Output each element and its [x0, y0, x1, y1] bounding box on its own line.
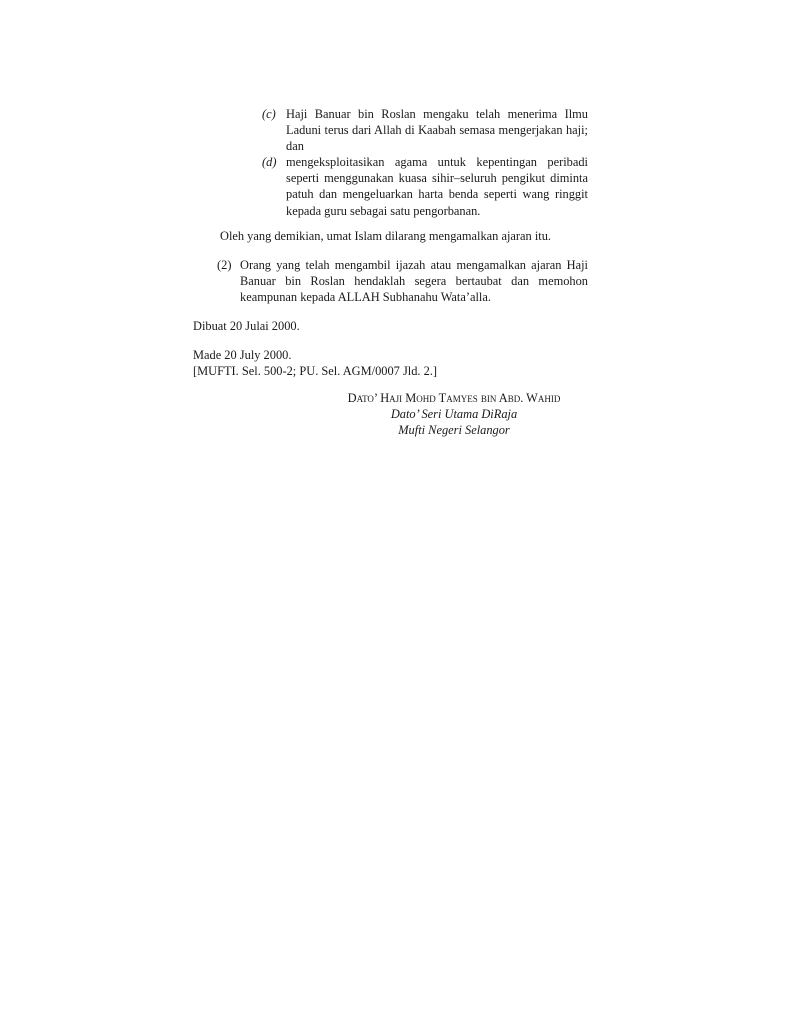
- signatory-title: Dato’ Seri Utama DiRaja: [390, 407, 518, 421]
- made-date: Made 20 July 2000.: [193, 348, 292, 362]
- list-item-d: [262, 154, 588, 219]
- list-item-text: Haji Banuar bin Roslan mengaku telah menerima Ilmu Laduni terus dari Allah di Kaabah semasa mengerjakan haji; dan: [286, 107, 588, 154]
- dibuat-date: Dibuat 20 Julai 2000.: [193, 319, 300, 333]
- conclusion-paragraph: Oleh yang demikian, umat Islam dilarang mengamalkan ajaran itu.: [220, 229, 551, 243]
- signatory-position: Mufti Negeri Selangor: [398, 423, 510, 437]
- paragraph-text: Orang yang telah mengambil ijazah atau mengamalkan ajaran Haji Banuar bin Roslan hendaklah segera bertaubat dan memohon keampunan kepada ALLAH Subhanahu Wata’alla.: [240, 258, 588, 305]
- signatory-name: [300, 390, 608, 406]
- list-item-label: (d): [262, 155, 277, 169]
- paragraph-number: (2): [217, 258, 232, 272]
- list-item-label: (c): [262, 107, 276, 121]
- reference-number: [MUFTI. Sel. 500-2; PU. Sel. AGM/0007 Jld. 2.]: [193, 364, 438, 378]
- list-item-text: mengeksploitasikan agama untuk kepentingan peribadi seperti menggunakan kuasa sihir–seluruh pengikut diminta patuh dan mengeluarkan harta benda seperti wang ringgit kepada guru sebagai satu pengorbanan.: [286, 155, 588, 218]
- signatory-name-text: Dato’ Haji Mohd Tamyes bin Abd. Wahid: [347, 391, 561, 405]
- list-item-c: [262, 106, 588, 155]
- paragraph-2: [217, 257, 588, 306]
